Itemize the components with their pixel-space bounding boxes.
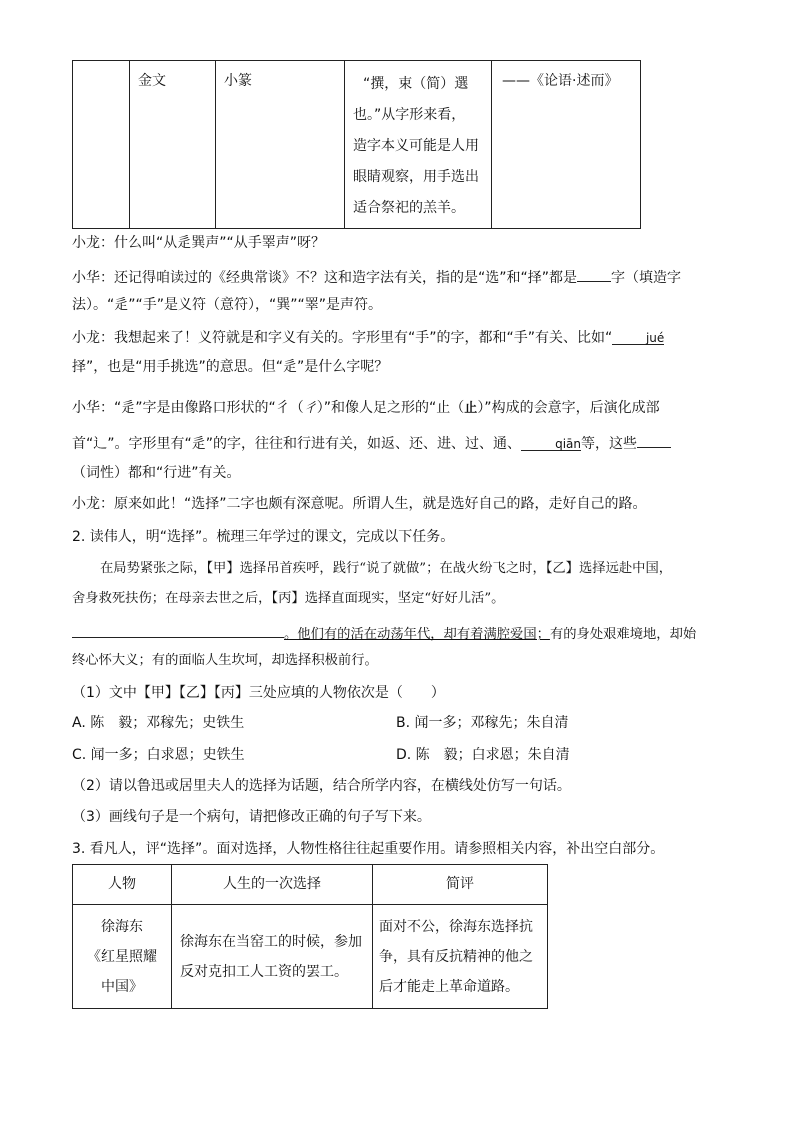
comment-line: 后才能走上革命道路。 (379, 978, 519, 995)
dialogue-line: 法）。“辵”“手”是义符（意符），“巽”“睪”是声符。 (72, 297, 383, 313)
option-d[interactable]: D. 陈 毅；白求恩；朱自清 (396, 747, 570, 763)
table-empty-cell (73, 61, 130, 229)
answer-blank-fangxie[interactable] (72, 621, 284, 638)
q2-title: 2. 读伟人，明“选择”。梳理三年学过的课文，完成以下任务。 (72, 529, 455, 545)
cell-person (73, 905, 172, 1009)
explanation-line: “撰，束（简）選 (363, 76, 469, 92)
person-line: 徐海东 (101, 918, 143, 935)
table-cell-jinwen (130, 61, 216, 229)
option-a[interactable]: A. 陈 毅；邓稼先；史铁生 (72, 715, 245, 731)
option-b[interactable]: B. 闻一多；邓稼先；朱自清 (396, 715, 569, 731)
dialogue-line (72, 328, 664, 349)
header-choice: 人生的一次选择 (172, 865, 373, 905)
explanation-line: 适合祭祀的羔羊。 (353, 200, 465, 216)
dialogue-line (72, 265, 681, 289)
dialogue-line (72, 398, 660, 419)
dialogue-text: 小华：还记得咱读过的《经典常谈》不？这和造字法有关，指的是“选”和“择”都是 (72, 270, 578, 286)
answer-blank-cixing[interactable] (637, 431, 671, 448)
person-line: 《红星照耀 (87, 948, 157, 965)
option-c[interactable]: C. 闻一多；白求恩；史铁生 (72, 747, 245, 763)
dialogue-text: ）”和像人足之形的“止（ (316, 400, 465, 416)
dialogue-text: 首“辶”。字形里有“辵”的字，往往和行进有关，如返、还、进、过、通、 (72, 436, 522, 452)
answer-blank-zaozifa[interactable] (577, 265, 611, 282)
dialogue-text: 小华：“辵”字是由像路口形状的“彳（ (72, 400, 304, 416)
q2-sub2: （2）请以鲁迅或居里夫人的选择为话题，结合所学内容，在横线处仿写一句话。 (72, 778, 571, 794)
table-cell-xiaozhuan (216, 61, 345, 229)
q2-passage-line (72, 621, 696, 645)
q2-passage-text: 有的身处艰难境地，却始 (549, 627, 697, 642)
ancient-zhi-glyph-icon: 止 (464, 401, 478, 416)
table-cell-explanation (345, 61, 492, 229)
answer-blank-qian[interactable] (521, 434, 581, 451)
xiaozhuan-label: 小篆 (224, 73, 252, 89)
explanation-line: 眼睛观察，用手选出 (353, 169, 479, 185)
dialogue-line: 小龙：原来如此！“选择”二字也颇有深意呢。所谓人生，就是选好自己的路，走好自己的路。 (72, 496, 647, 512)
q2-sub1: （1）文中【甲】【乙】【丙】三处应填的人物依次是（ ） (72, 685, 445, 701)
dialogue-text: 小龙：我想起来了！义符就是和字义有关的。字形里有“手”的字，都和“手”有关、比如“ (72, 330, 613, 346)
underlined-sick-sentence: 。他们有的活在动荡年代，却有着满腔爱国； (284, 627, 550, 642)
person-line: 中国》 (101, 978, 143, 995)
header-comment: 简评 (373, 865, 548, 905)
dialogue-line: 小龙：什么叫“从辵巽声”“从手睪声”呀？ (72, 235, 326, 251)
dialogue-line: 择”，也是“用手挑选”的意思。但“辵”是什么字呢？ (72, 359, 389, 375)
cell-choice (172, 905, 373, 1009)
comment-line: 争，具有反抗精神的他之 (379, 948, 533, 965)
cell-comment (373, 905, 548, 1009)
q2-passage-line: 在局势紧张之际，【甲】选择吊首疾呼，践行“说了就做”；在战火纷飞之时，【乙】选择远赴中国， (100, 561, 673, 576)
ancient-chi-glyph-icon: 彳 (303, 401, 317, 416)
comment-line: 面对不公，徐海东选择抗 (379, 918, 533, 935)
header-person: 人物 (73, 865, 172, 905)
choice-line: 反对克扣工人工资的罢工。 (180, 963, 348, 980)
q2-passage-line: 终心怀大义；有的面临人生坎坷，却选择积极前行。 (72, 653, 378, 668)
q2-passage-line: 舍身救死扶伤；在母亲去世之后，【丙】选择直面现实，坚定“好好儿活”。 (72, 591, 505, 606)
answer-blank-jue[interactable] (612, 328, 664, 345)
dialogue-text: ）”构成的会意字，后演化成部 (477, 400, 660, 416)
table-cell-source (492, 61, 641, 229)
jinwen-label: 金文 (138, 73, 166, 89)
dialogue-text: 字（填造字 (611, 270, 682, 286)
q2-sub3: （3）画线句子是一个病句，请把修改正确的句子写下来。 (72, 809, 431, 825)
character-choice-table (72, 864, 548, 1009)
explanation-line: 也。”从字形来看， (353, 107, 466, 123)
dialogue-text: 等，这些 (581, 436, 638, 452)
pinyin-qian: qiān (555, 437, 582, 451)
pinyin-jue: jué (645, 331, 665, 345)
source-citation: ——《论语·述而》 (502, 73, 619, 89)
dialogue-line (72, 431, 671, 455)
dialogue-line: （词性）都和“行进”有关。 (72, 465, 241, 481)
q3-title: 3. 看凡人，评“选择”。面对选择，人物性格往往起重要作用。请参照相关内容，补出空白部分。 (72, 841, 665, 857)
etymology-table (72, 60, 641, 229)
choice-line: 徐海东在当窑工的时候，参加 (180, 933, 362, 950)
explanation-line: 造字本义可能是人用 (353, 138, 479, 154)
